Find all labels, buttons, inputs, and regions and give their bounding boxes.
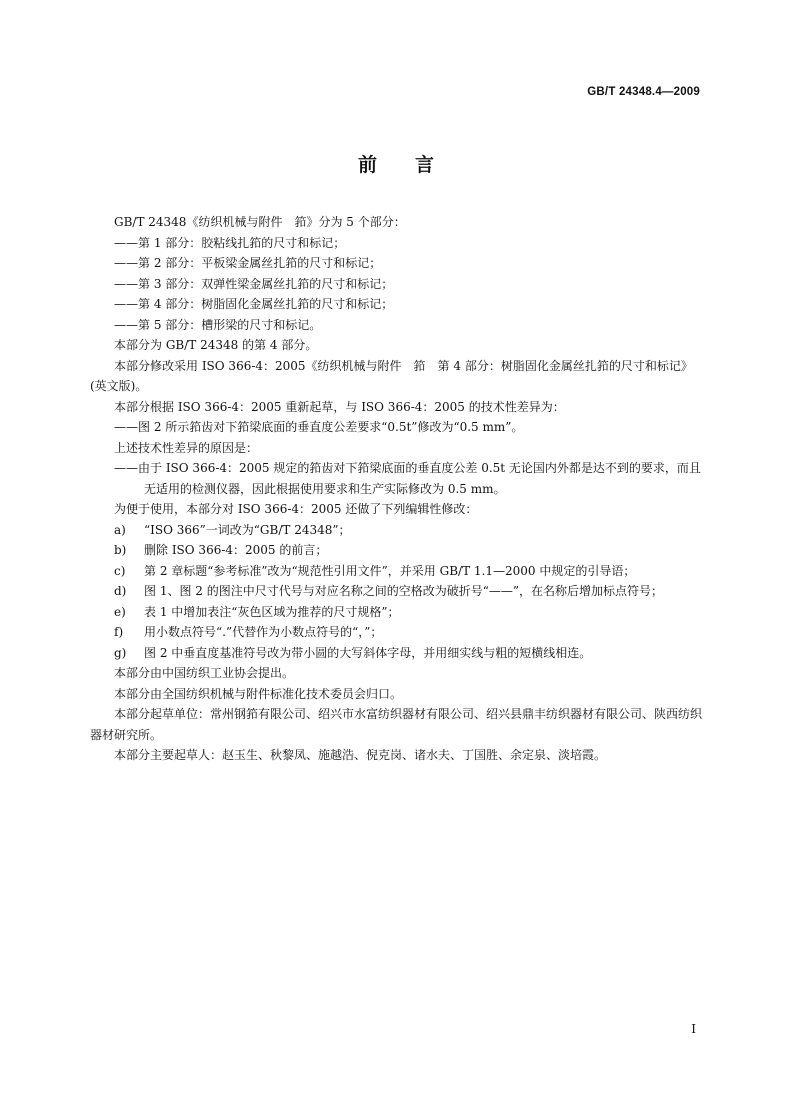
technical-difference: ——图 2 所示筘齿对下筘梁底面的垂直度公差要求“0.5t”修改为“0.5 mm”。: [114, 420, 524, 434]
parts-intro: GB/T 24348《纺织机械与附件 筘》分为 5 个部分：: [114, 215, 406, 229]
editorial-item-a: [90, 520, 702, 541]
editorial-item-d: [90, 581, 702, 602]
editorial-item-f: [90, 622, 702, 643]
redraft-statement: 本部分根据 ISO 366-4：2005 重新起草，与 ISO 366-4：2005 的技术性差异为：: [114, 399, 565, 414]
editorial-item-e: [90, 602, 702, 623]
item-text: 用小数点符号“.”代替作为小数点符号的“，”；: [144, 625, 383, 639]
editorial-item-g: [90, 643, 702, 664]
proposed-by: 本部分由中国纺织工业协会提出。: [114, 666, 295, 680]
this-part-statement: 本部分为 GB/T 24348 的第 4 部分。: [114, 338, 318, 352]
page-title: 前言: [357, 154, 472, 176]
part-item: ——第 3 部分：双弹性梁金属丝扎筘的尺寸和标记；: [114, 276, 394, 291]
drafters: 本部分主要起草人：赵玉生、秋黎凤、施越浩、倪克岗、诸水夫、丁国胜、余定泉、淡培霞。: [114, 748, 607, 762]
item-marker: g): [114, 645, 127, 660]
item-marker: d): [114, 584, 127, 598]
reason-item: ——由于 ISO 366-4：2005 规定的筘齿对下筘梁底面的垂直度公差 0.5t 无论国内外都是达不到的要求，而且无适用的检测仪器，因此根据使用要求和生产实际修改为 0.5 mm。: [114, 461, 701, 496]
drafting-units: 本部分起草单位：常州钢筘有限公司、绍兴市水富纺织器材有限公司、绍兴县鼎丰纺织器材有限公司、陕西纺织器材研究所。: [90, 707, 703, 742]
managed-by: 本部分由全国纺织机械与附件标准化技术委员会归口。: [114, 686, 403, 701]
item-text: 第 2 章标题“参考标准”改为“规范性引用文件”，并采用 GB/T 1.1—2000 中规定的引导语；: [144, 563, 636, 578]
part-item: ——第 2 部分：平板梁金属丝扎筘的尺寸和标记；: [114, 256, 382, 270]
foreword-body: [90, 212, 702, 766]
item-text: 删除 ISO 366-4：2005 的前言；: [144, 543, 328, 557]
standard-code: GB/T 24348.4—2009: [587, 86, 700, 98]
item-marker: a): [114, 522, 126, 537]
item-marker: c): [114, 563, 126, 578]
editorial-item-c: [90, 561, 702, 582]
part-item: ——第 1 部分：胶粘线扎筘的尺寸和标记；: [114, 235, 346, 250]
item-marker: b): [114, 543, 127, 557]
item-text: 图 1、图 2 的图注中尺寸代号与对应名称之间的空格改为破折号“——”，在名称后增加标点符号；: [144, 584, 663, 598]
editorial-intro: 为便于使用，本部分对 ISO 366-4：2005 还做了下列编辑性修改：: [114, 502, 478, 516]
reason-intro: 上述技术性差异的原因是：: [114, 440, 259, 455]
page-number: I: [691, 1022, 696, 1036]
editorial-item-b: [90, 540, 702, 561]
part-item: ——第 5 部分：槽形梁的尺寸和标记。: [114, 317, 322, 332]
item-text: 表 1 中增加表注“灰色区域为推荐的尺寸规格”；: [144, 604, 400, 619]
item-text: 图 2 中垂直度基准符号改为带小圆的大写斜体字母，并用细实线与粗的短横线相连。: [144, 645, 592, 660]
item-marker: f): [114, 625, 124, 639]
item-marker: e): [114, 604, 126, 619]
modification-statement: 本部分修改采用 ISO 366-4：2005《纺织机械与附件 筘 第 4 部分：树脂固化金属丝扎筘的尺寸和标记》(英文版)。: [90, 358, 693, 393]
part-item: ——第 4 部分：树脂固化金属丝扎筘的尺寸和标记；: [114, 297, 394, 311]
item-text: “ISO 366”一词改为“GB/T 24348”；: [144, 522, 351, 537]
